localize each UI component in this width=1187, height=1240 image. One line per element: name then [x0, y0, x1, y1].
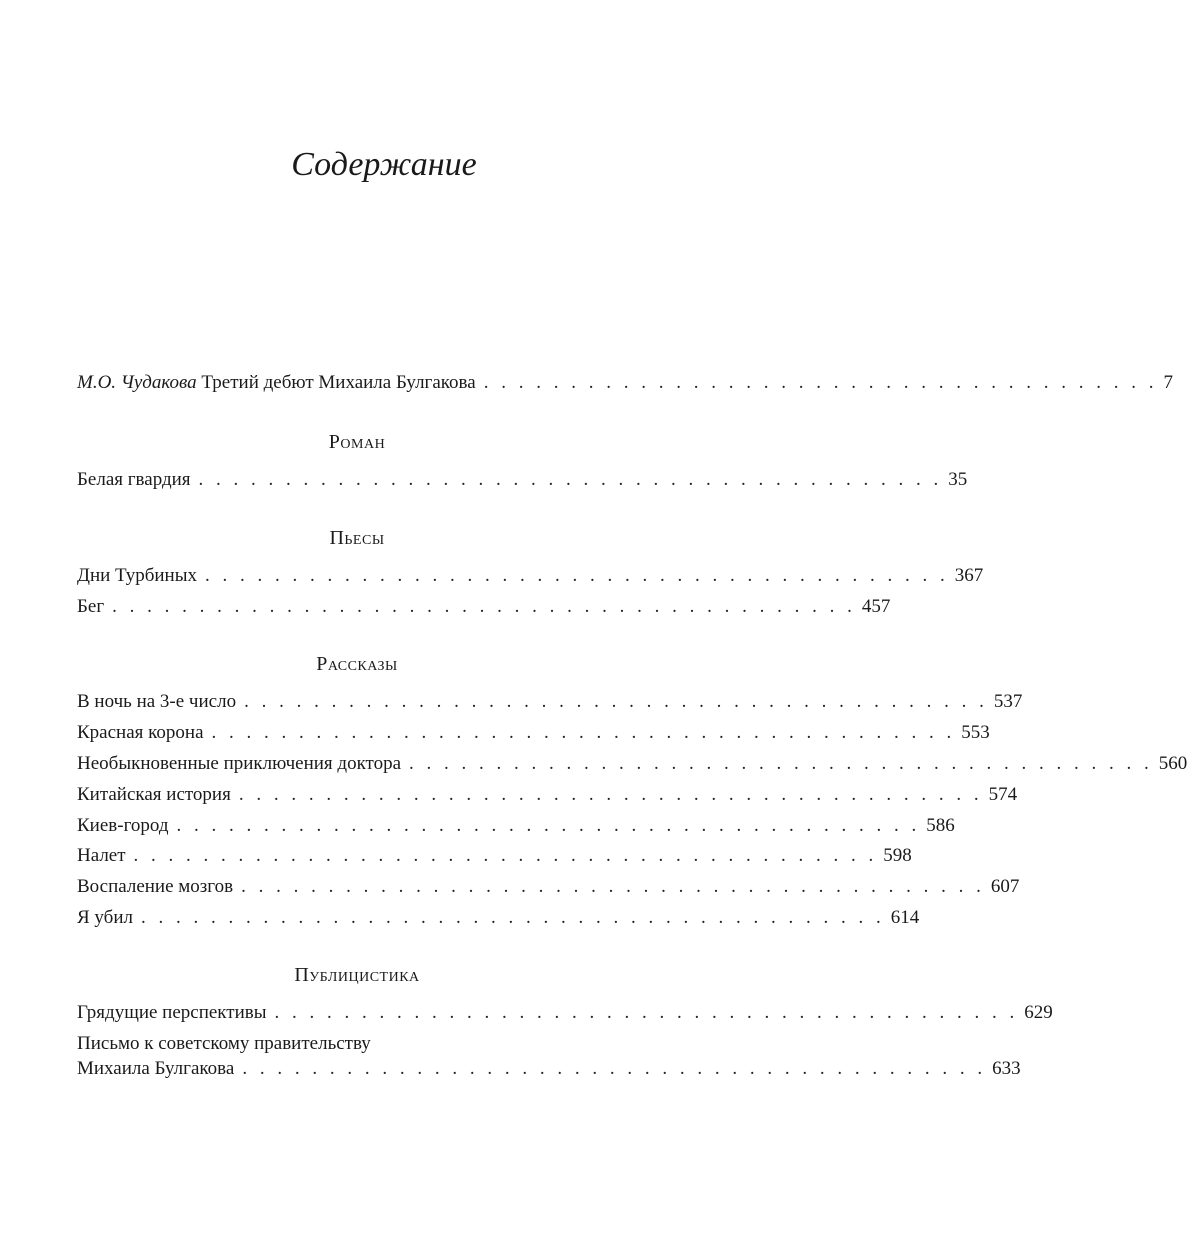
section-heading-novel: Роман: [328, 431, 386, 453]
entry-page-number: 598: [883, 845, 912, 866]
entry-page-number: 614: [890, 907, 920, 928]
dot-leader: . . . . . . . . . . . . . . . . . . . . . . . . . . . . . . . . . . . . . . . . . . .: [204, 565, 949, 586]
toc-entry: [77, 594, 891, 620]
toc-entry: [77, 813, 955, 839]
section-heading-plays: Пьесы: [329, 527, 385, 549]
entry-title: Дни Турбиных: [77, 565, 197, 586]
entry-page-number: 629: [1024, 1002, 1053, 1023]
entry-title: Китайская история: [77, 784, 231, 805]
section-heading-stories: Рассказы: [316, 653, 398, 675]
section-heading-essays: Публицистика: [294, 964, 420, 986]
dot-leader: . . . . . . . . . . . . . . . . . . . . . . . . . . . . . . . . . . . . . . . . . . .: [141, 907, 885, 928]
entry-page-number: 560: [1158, 753, 1187, 774]
toc-entry: [77, 905, 920, 931]
dot-leader: . . . . . . . . . . . . . . . . . . . . . . . . . . . . . . . . . . . . . . . . . . .: [133, 845, 878, 866]
dot-leader: . . . . . . . . . . . . . . . . . . . . . . . . . . . . . . . . . . . . . . .: [483, 372, 1158, 393]
entry-page-number: 553: [961, 722, 990, 743]
entry-title: В ночь на 3-е число: [77, 691, 237, 712]
entry-title: Необыкновенные приключения доктора: [77, 753, 402, 774]
dot-leader: . . . . . . . . . . . . . . . . . . . . . . . . . . . . . . . . . . . . . . . . . . .: [274, 1002, 1019, 1023]
dot-leader: . . . . . . . . . . . . . . . . . . . . . . . . . . . . . . . . . . . . . . . . . . .: [409, 753, 1153, 774]
entry-title: Белая гвардия: [77, 469, 191, 490]
entry-author: М.О. Чудакова: [77, 372, 197, 393]
entry-page-number: 586: [926, 815, 955, 836]
entry-page-number: 7: [1163, 372, 1173, 393]
toc-entry: [77, 782, 1018, 808]
dot-leader: . . . . . . . . . . . . . . . . . . . . . . . . . . . . . . . . . . . . . . . . . . .: [242, 1058, 987, 1079]
toc-entry: [77, 1056, 1021, 1082]
entry-page-number: 607: [990, 876, 1020, 897]
toc-entry: [77, 843, 912, 869]
entry-title: Михаила Булгакова: [77, 1058, 235, 1079]
entry-title: Третий дебют Михаила Булгакова: [201, 372, 476, 393]
entry-label: [77, 370, 476, 396]
entry-page-number: 537: [993, 691, 1023, 712]
dot-leader: . . . . . . . . . . . . . . . . . . . . . . . . . . . . . . . . . . . . . . . . . . .: [238, 784, 983, 805]
entry-title: Киев-город: [77, 815, 169, 836]
dot-leader: . . . . . . . . . . . . . . . . . . . . . . . . . . . . . . . . . . . . . . . . . . .: [198, 469, 943, 490]
entry-page-number: 633: [992, 1058, 1021, 1079]
entry-title: Грядущие перспективы: [77, 1002, 267, 1023]
toc-entry: [77, 751, 1187, 777]
dot-leader: . . . . . . . . . . . . . . . . . . . . . . . . . . . . . . . . . . . . . . . . . . .: [244, 691, 988, 712]
entry-title: Налет: [77, 845, 126, 866]
entry-title-line1: Письмо к советскому правительству: [77, 1033, 371, 1054]
dot-leader: . . . . . . . . . . . . . . . . . . . . . . . . . . . . . . . . . . . . . . . . . . .: [112, 596, 856, 617]
entry-page-number: 367: [954, 565, 984, 586]
dot-leader: . . . . . . . . . . . . . . . . . . . . . . . . . . . . . . . . . . . . . . . . . . .: [176, 815, 921, 836]
toc-entry: [77, 720, 990, 746]
entry-title: Я убил: [77, 907, 133, 928]
toc-entry: [77, 874, 1020, 900]
entry-title: Воспаление мозгов: [77, 876, 234, 897]
entry-title: Бег: [77, 596, 105, 617]
dot-leader: . . . . . . . . . . . . . . . . . . . . . . . . . . . . . . . . . . . . . . . . . . .: [211, 722, 956, 743]
toc-entry: [77, 563, 984, 589]
entry-page-number: 35: [948, 469, 968, 490]
toc-entry-intro: [77, 370, 1173, 396]
toc-entry: [77, 1000, 1053, 1026]
entry-title: Красная корона: [77, 722, 204, 743]
entry-page-number: 574: [988, 784, 1018, 805]
dot-leader: . . . . . . . . . . . . . . . . . . . . . . . . . . . . . . . . . . . . . . . . . . .: [241, 876, 985, 897]
toc-entry: [77, 467, 968, 493]
toc-entry: [77, 689, 1023, 715]
entry-page-number: 457: [861, 596, 891, 617]
page-title: Содержание: [291, 146, 477, 183]
